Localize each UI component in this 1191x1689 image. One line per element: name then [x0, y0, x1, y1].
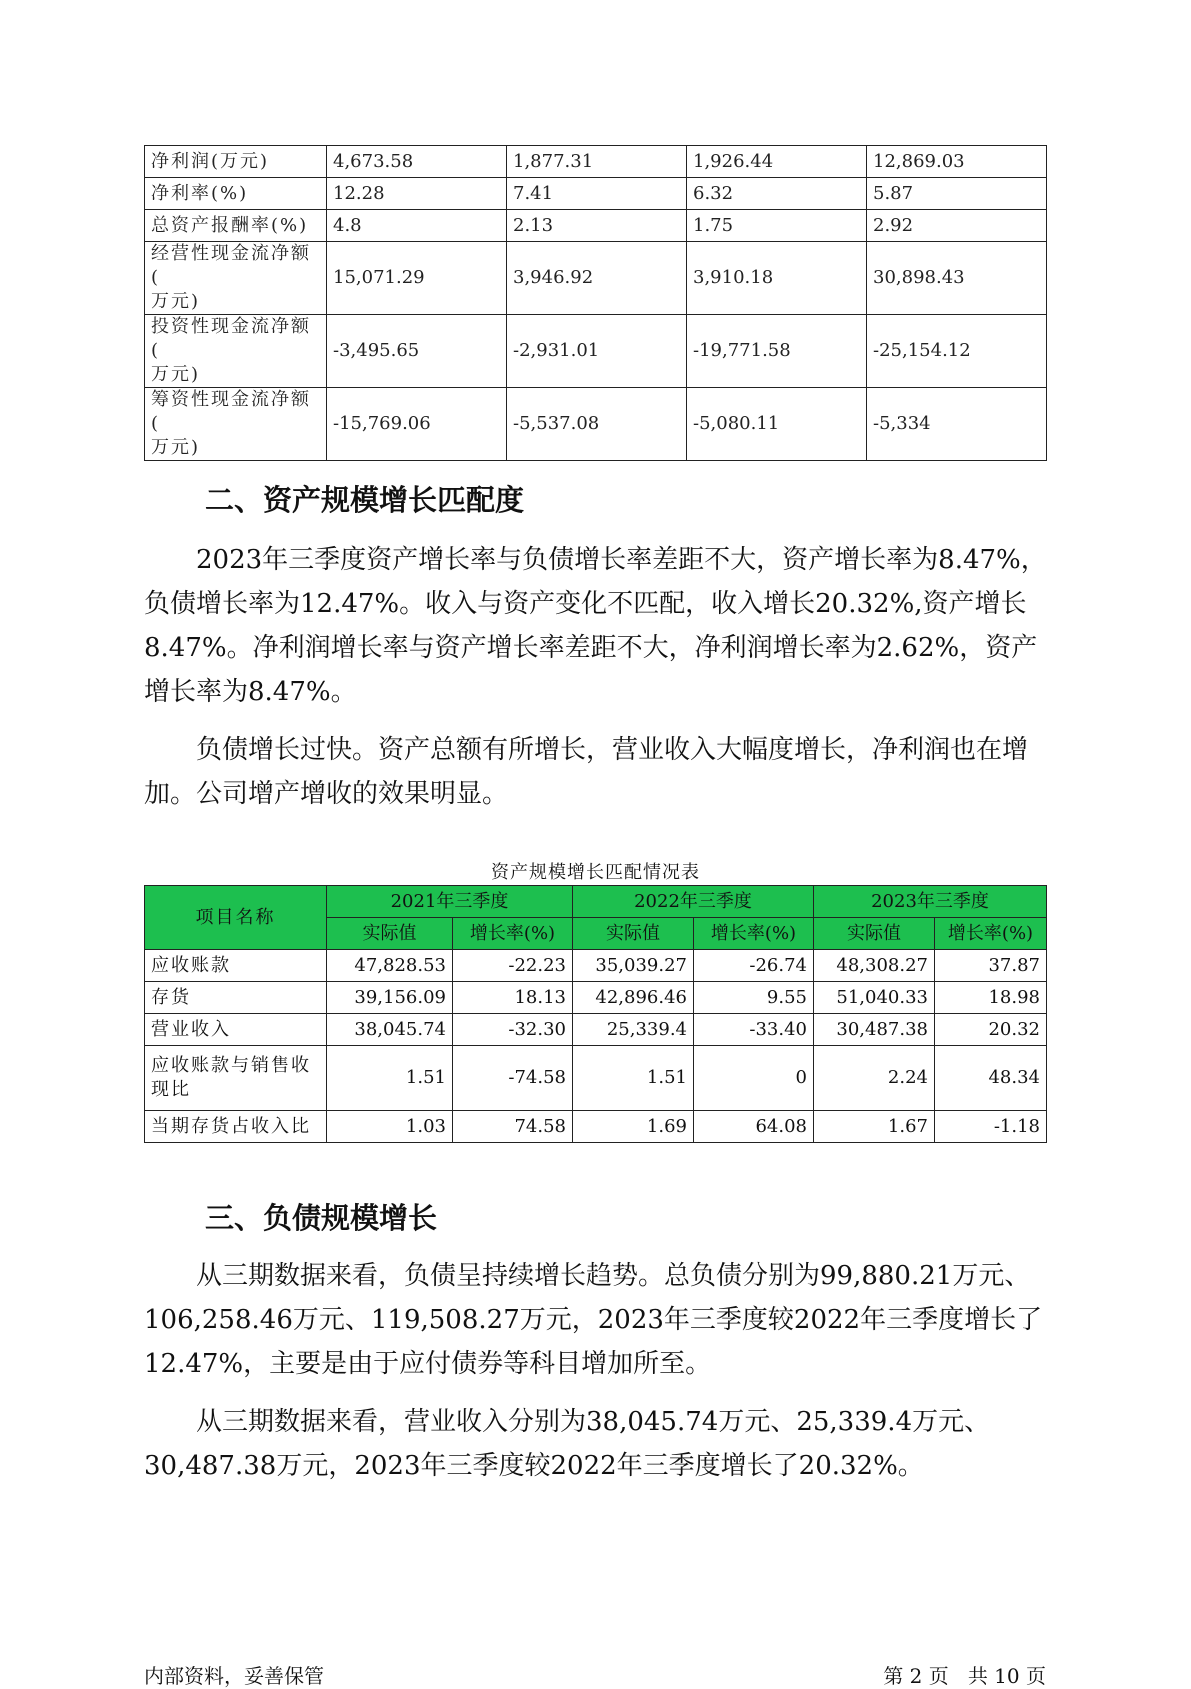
- cell: 18.13: [453, 982, 573, 1014]
- section3-paragraph-2: 从三期数据来看，营业收入分别为38,045.74万元、25,339.4万元、30,487.38万元，2023年三季度较2022年三季度增长了20.32%。: [144, 1407, 991, 1481]
- cell: -33.40: [694, 1014, 814, 1046]
- cell: -22.23: [453, 950, 573, 982]
- header-actual: 实际值: [327, 918, 453, 950]
- section3-heading: 三、负债规模增长: [205, 1201, 438, 1235]
- cell: 20.32: [935, 1014, 1047, 1046]
- cell: -5,334: [867, 388, 1047, 461]
- header-item-name: 项目名称: [145, 886, 327, 950]
- table-row: [145, 178, 1047, 210]
- cell: -26.74: [694, 950, 814, 982]
- cell: 4.8: [327, 210, 507, 242]
- table-row: [145, 982, 1047, 1014]
- section2-paragraph-1: 2023年三季度资产增长率与负债增长率差距不大，资产增长率为8.47%，负债增长率为12.47%。收入与资产变化不匹配，收入增长20.32%,资产增长8.47%。净利润增长率与资产增长率差距不大，净利润增长率为2.62%，资产增长率为8.47%。: [144, 545, 1047, 707]
- cell: -5,537.08: [507, 388, 687, 461]
- row-label-line1: 投资性现金流净额(: [151, 316, 311, 361]
- cell: 12,869.03: [867, 146, 1047, 178]
- section2-heading: 二、资产规模增长匹配度: [205, 483, 525, 517]
- cell: 35,039.27: [573, 950, 694, 982]
- header-growth: 增长率(%): [935, 918, 1047, 950]
- cell: 1.51: [327, 1046, 453, 1111]
- table-row: [145, 210, 1047, 242]
- cell: 64.08: [694, 1111, 814, 1143]
- asset-growth-match-table: [144, 885, 1047, 1143]
- header-actual: 实际值: [814, 918, 935, 950]
- cell: 1.69: [573, 1111, 694, 1143]
- footer-page-number: 第 2 页 共 10 页: [883, 1664, 1046, 1688]
- row-label: 应收账款: [145, 950, 327, 982]
- cell: -2,931.01: [507, 315, 687, 388]
- table-header-row: [145, 886, 1047, 918]
- row-label: 净利润(万元): [145, 146, 327, 178]
- cell: 39,156.09: [327, 982, 453, 1014]
- table-row: [145, 242, 1047, 315]
- section3-body: [144, 1254, 1054, 1488]
- cell: 1,877.31: [507, 146, 687, 178]
- table-row: [145, 315, 1047, 388]
- cell: 30,898.43: [867, 242, 1047, 315]
- cell: 1,926.44: [687, 146, 867, 178]
- cell: 30,487.38: [814, 1014, 935, 1046]
- row-label-line1: 应收账款与销售收: [151, 1055, 311, 1076]
- section3-paragraph-1: 从三期数据来看，负债呈持续增长趋势。总负债分别为99,880.21万元、106,258.46万元、119,508.27万元，2023年三季度较2022年三季度增长了12.47%，主要是由于应付债券等科目增加所至。: [144, 1261, 1043, 1379]
- cell: 0: [694, 1046, 814, 1111]
- table-row: [145, 950, 1047, 982]
- row-label: 营业收入: [145, 1014, 327, 1046]
- cell: 15,071.29: [327, 242, 507, 315]
- header-growth: 增长率(%): [694, 918, 814, 950]
- cell: 37.87: [935, 950, 1047, 982]
- row-label: [145, 242, 327, 315]
- cell: 48.34: [935, 1046, 1047, 1111]
- row-label: 净利率(%): [145, 178, 327, 210]
- cell: -1.18: [935, 1111, 1047, 1143]
- cell: -19,771.58: [687, 315, 867, 388]
- cell: 2.24: [814, 1046, 935, 1111]
- cell: 47,828.53: [327, 950, 453, 982]
- cell: 51,040.33: [814, 982, 935, 1014]
- row-label: 当期存货占收入比: [145, 1111, 327, 1143]
- cell: -15,769.06: [327, 388, 507, 461]
- row-label: [145, 388, 327, 461]
- cell: 9.55: [694, 982, 814, 1014]
- row-label-line2: 万元): [151, 364, 201, 385]
- cell: 25,339.4: [573, 1014, 694, 1046]
- financial-metrics-table: [144, 145, 1047, 461]
- cell: 3,946.92: [507, 242, 687, 315]
- row-label-line1: 筹资性现金流净额(: [151, 389, 311, 434]
- header-period-2023: 2023年三季度: [814, 886, 1047, 918]
- cell: -3,495.65: [327, 315, 507, 388]
- table-row: [145, 388, 1047, 461]
- cell: 1.03: [327, 1111, 453, 1143]
- cell: 2.92: [867, 210, 1047, 242]
- header-period-2022: 2022年三季度: [573, 886, 814, 918]
- cell: -74.58: [453, 1046, 573, 1111]
- row-label: 总资产报酬率(%): [145, 210, 327, 242]
- table-row: [145, 1014, 1047, 1046]
- cell: 6.32: [687, 178, 867, 210]
- cell: 42,896.46: [573, 982, 694, 1014]
- header-period-2021: 2021年三季度: [327, 886, 573, 918]
- cell: 3,910.18: [687, 242, 867, 315]
- header-actual: 实际值: [573, 918, 694, 950]
- table-row: [145, 1046, 1047, 1111]
- row-label-line2: 万元): [151, 437, 201, 458]
- cell: 2.13: [507, 210, 687, 242]
- cell: 38,045.74: [327, 1014, 453, 1046]
- cell: 1.51: [573, 1046, 694, 1111]
- row-label: [145, 1046, 327, 1111]
- section2-paragraph-2: 负债增长过快。资产总额有所增长，营业收入大幅度增长，净利润也在增加。公司增产增收的效果明显。: [144, 735, 1029, 809]
- table-row: [145, 1111, 1047, 1143]
- cell: 12.28: [327, 178, 507, 210]
- table2-caption: 资产规模增长匹配情况表: [491, 862, 700, 883]
- cell: 18.98: [935, 982, 1047, 1014]
- footer-confidential-note: 内部资料，妥善保管: [144, 1664, 324, 1688]
- row-label: 存货: [145, 982, 327, 1014]
- cell: 4,673.58: [327, 146, 507, 178]
- header-growth: 增长率(%): [453, 918, 573, 950]
- table-row: [145, 146, 1047, 178]
- row-label-line2: 现比: [151, 1079, 191, 1100]
- section2-body: [144, 538, 1054, 816]
- cell: 7.41: [507, 178, 687, 210]
- cell: 1.67: [814, 1111, 935, 1143]
- row-label-line2: 万元): [151, 291, 201, 312]
- cell: 74.58: [453, 1111, 573, 1143]
- cell: -5,080.11: [687, 388, 867, 461]
- cell: 1.75: [687, 210, 867, 242]
- cell: 5.87: [867, 178, 1047, 210]
- cell: 48,308.27: [814, 950, 935, 982]
- cell: -25,154.12: [867, 315, 1047, 388]
- cell: -32.30: [453, 1014, 573, 1046]
- row-label-line1: 经营性现金流净额(: [151, 243, 311, 288]
- row-label: [145, 315, 327, 388]
